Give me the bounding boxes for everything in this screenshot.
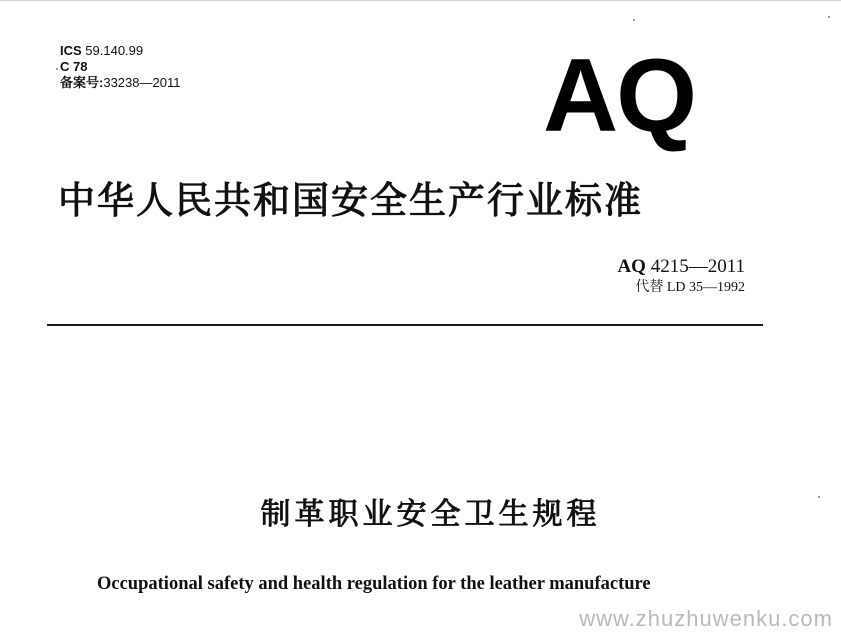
document-title-english: Occupational safety and health regulation for the leather manufacture — [97, 574, 651, 594]
record-label: 备案号: — [60, 75, 104, 90]
watermark: www.zhuzhuwenku.com — [579, 606, 833, 631]
scan-speck — [828, 16, 830, 18]
class-code: C 78 — [60, 59, 88, 74]
record-value: 33238—2011 — [103, 75, 181, 90]
scan-speck — [56, 68, 58, 70]
ics-value: 59.140.99 — [85, 43, 144, 58]
ics-line — [60, 43, 180, 59]
standard-codes — [617, 256, 745, 297]
ics-label: ICS — [60, 43, 82, 58]
aq-logo: AQ — [543, 38, 695, 154]
standard-prefix: AQ — [617, 256, 646, 277]
scan-speck — [633, 19, 635, 21]
document-metadata — [60, 43, 180, 91]
record-line — [60, 75, 180, 91]
national-standard-title: 中华人民共和国安全生产行业标准 — [58, 179, 643, 222]
standard-number-value: 4215—2011 — [650, 256, 745, 277]
scan-speck — [818, 496, 820, 498]
top-border-line — [0, 0, 841, 1]
header-divider — [47, 324, 763, 326]
document-title-chinese: 制革职业安全卫生规程 — [260, 497, 601, 532]
standard-number — [617, 256, 745, 278]
replaces-standard: 代替 LD 35—1992 — [635, 280, 745, 295]
